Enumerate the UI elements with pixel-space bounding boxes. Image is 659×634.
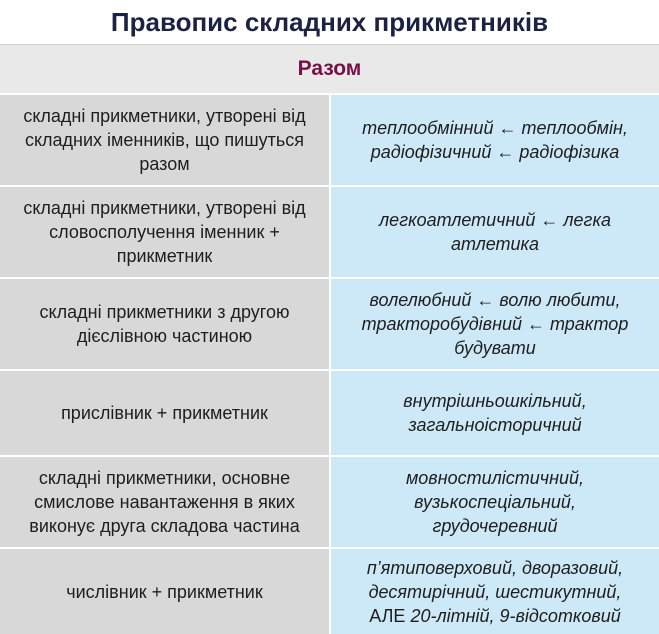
example-line: теплообмінний ← теплообмін,	[362, 118, 628, 138]
example-line: тракторобудівний ← трактор	[361, 314, 629, 334]
section-header-together: Разом	[0, 44, 659, 93]
rule-cell: складні прикметники, утворені від словосполучення іменник + прикметник	[0, 186, 330, 278]
exception-example: 20-літній, 9-відсотковий	[405, 605, 621, 626]
rule-cell: складні прикметники, основне смислове навантаження в яких виконує друга складова частина	[0, 456, 330, 548]
rule-cell: складні прикметники, утворені від складних іменників, що пишуться разом	[0, 94, 330, 186]
table-row	[0, 94, 659, 186]
example-line: внутрішньошкільний,	[403, 391, 587, 411]
example-line	[343, 604, 647, 628]
exception-label: АЛЕ	[369, 605, 406, 626]
rule-cell: прислівник + прикметник	[0, 370, 330, 456]
example-line: вузькоспеціальний,	[414, 492, 576, 512]
example-line: легкоатлетичний ← легка	[379, 210, 611, 230]
example-line: радіофізичний ← радіофізика	[370, 142, 620, 162]
example-line: грудочеревний	[432, 516, 558, 536]
example-line: десятирічний, шестикутний,	[368, 581, 622, 602]
table-row	[0, 548, 659, 634]
example-cell	[330, 548, 659, 634]
rule-cell: складні прикметники з другою дієслівною частиною	[0, 278, 330, 370]
example-line: мовностилістичний,	[405, 468, 585, 488]
example-cell	[330, 370, 659, 456]
rules-table	[0, 93, 659, 634]
example-cell	[330, 278, 659, 370]
table-row	[0, 278, 659, 370]
example-cell	[330, 456, 659, 548]
example-line: п’ятиповерховий, дворазовий,	[366, 557, 624, 578]
example-cell	[330, 94, 659, 186]
rule-cell: числівник + прикметник	[0, 548, 330, 634]
table-row	[0, 456, 659, 548]
example-line: загальноісторичний	[408, 415, 582, 435]
table-row	[0, 186, 659, 278]
example-line: атлетика	[450, 234, 540, 254]
example-cell	[330, 186, 659, 278]
table-row	[0, 370, 659, 456]
page-title: Правопис складних прикметників	[0, 0, 659, 44]
example-line: будувати	[454, 338, 536, 358]
example-line: волелюбний ← волю любити,	[369, 290, 621, 310]
